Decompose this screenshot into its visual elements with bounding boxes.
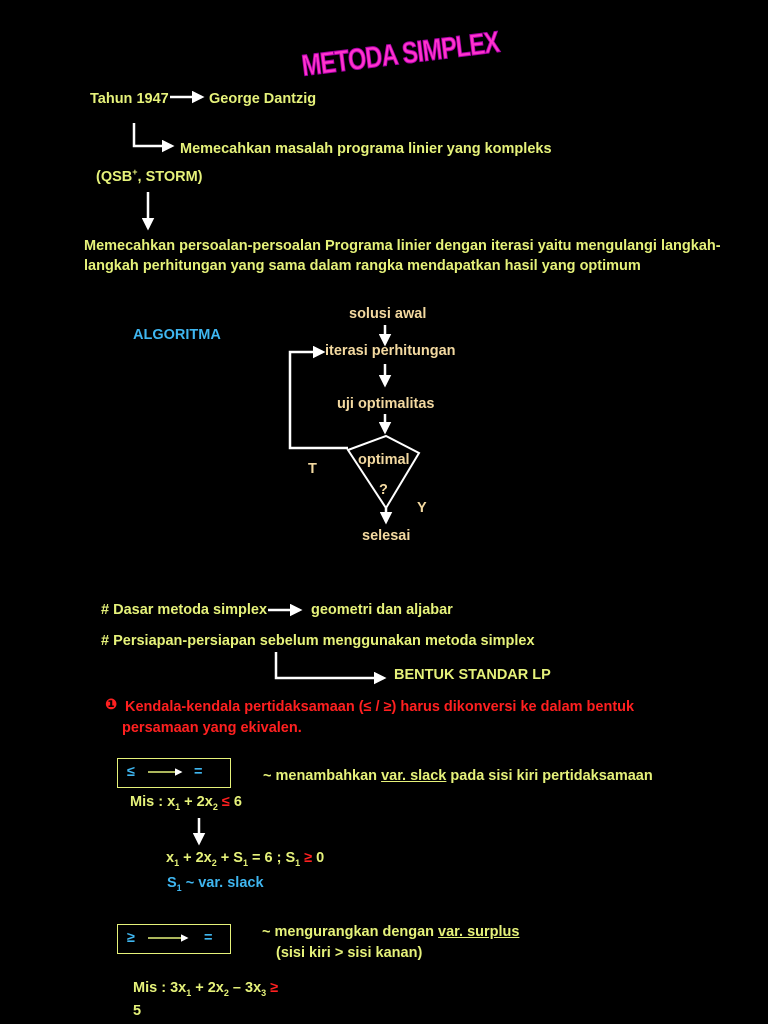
standard-form-text: BENTUK STANDAR LP <box>394 667 551 683</box>
slack-box-right: = <box>194 764 203 780</box>
arrow-elbow-standard <box>276 652 384 678</box>
person-text: George Dantzig <box>209 91 317 107</box>
constraint-line-2: persamaan yang ekivalen. <box>122 720 302 736</box>
step-start: solusi awal <box>349 306 427 322</box>
surplus-box-left: ≥ <box>127 930 135 946</box>
year-text: Tahun 1947 <box>90 91 169 107</box>
algorithm-label: ALGORITMA <box>133 327 221 343</box>
page-title: METODA SIMPLEX <box>299 25 501 83</box>
decision-question: ? <box>379 482 388 498</box>
slack-term: var. slack <box>381 768 447 784</box>
basis-line-2: # Persiapan-persiapan sebelum menggunakan metoda simplex <box>101 633 535 649</box>
definition-line-1: Memecahkan persoalan-persoalan Programa linier dengan iterasi yaitu mengulangi langkah- <box>84 238 721 254</box>
basis-line-1-left: # Dasar metoda simplex <box>101 602 268 618</box>
surplus-description: ~ mengurangkan dengan var. surplus <box>262 924 520 940</box>
bullet-icon: ❶ <box>105 697 118 713</box>
surplus-example-rhs: 5 <box>133 1003 142 1019</box>
surplus-box-right: = <box>204 930 213 946</box>
step-iterate: iterasi perhitungan <box>325 343 456 359</box>
slack-description: ~ menambahkan var. slack pada sisi kiri pertidaksamaan <box>263 768 653 784</box>
surplus-term: var. surplus <box>438 924 520 940</box>
slack-definition: $S_1$ ~ var. slack <box>167 875 264 893</box>
constraint-line-1: Kendala-kendala pertidaksamaan (≤ / ≥) harus dikonversi ke dalam bentuk <box>125 699 635 715</box>
software-text: (QSB+, STORM) <box>96 167 203 185</box>
step-end: selesai <box>362 528 411 544</box>
decision-shape <box>348 436 419 508</box>
loop-back-line <box>290 352 348 448</box>
surplus-example: Mis : $3x_1 + 2x_2 - 3x_3$ ≥ <box>133 980 279 998</box>
decision-text: optimal <box>358 452 410 468</box>
slack-example: Mis : $x_1 + 2x_2 \le 6$ <box>130 794 242 812</box>
slack-result: $x_1 + 2x_2 + S_1 = 6$ ; $S_1 \ge 0$ <box>166 850 325 868</box>
surplus-description-line-2: (sisi kiri > sisi kanan) <box>276 945 423 961</box>
purpose-text: Memecahkan masalah programa linier yang kompleks <box>180 141 552 157</box>
definition-line-2: langkah perhitungan yang sama dalam rangka mendapatkan hasil yang optimum <box>84 258 641 274</box>
no-label: T <box>308 461 317 477</box>
slack-box-left: ≤ <box>127 764 135 780</box>
arrow-elbow-purpose <box>134 123 172 146</box>
basis-line-1-right: geometri dan aljabar <box>311 602 453 618</box>
step-test: uji optimalitas <box>337 396 435 412</box>
yes-label: Y <box>417 500 427 516</box>
